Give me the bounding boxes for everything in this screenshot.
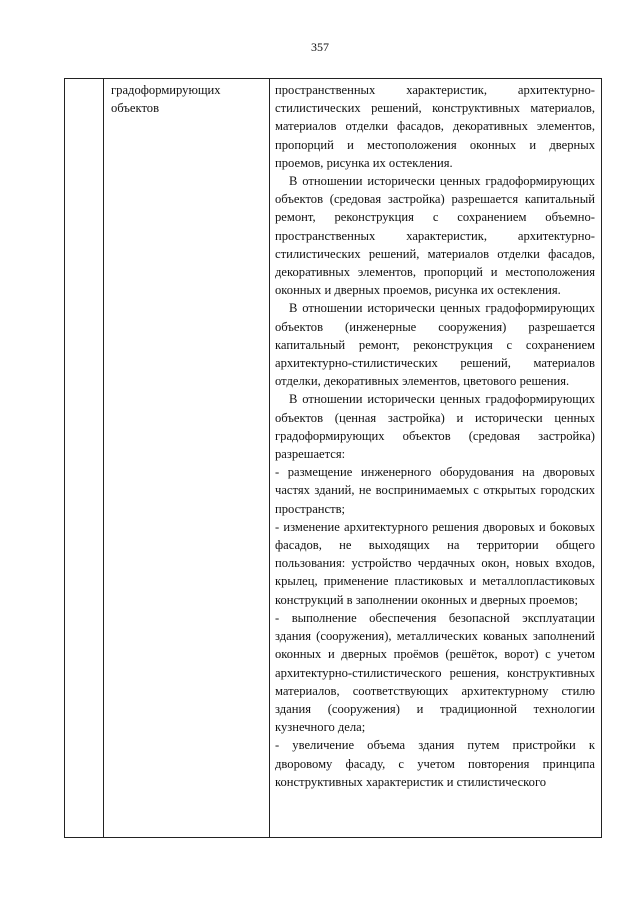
paragraph-permitted-intro: В отношении исторически ценных градоформирующих объектов (ценная застройка) и исторически ценных градоформирующих объектов (средовая застройка) разрешается: (275, 392, 595, 462)
list-item-extension: - увеличение объема здания путем пристройки к дворовому фасаду, с учетом повторения принципа конструктивных характеристик и стилистического (275, 738, 595, 789)
paragraph-continuation: пространственных характеристик, архитектурно-стилистических решений, конструктивных материалов, материалов отделки фасадов, декоративных элементов, пропорций и местоположения оконных и дверных проемов, рисунка их остекления. (275, 83, 595, 170)
table-column-divider (269, 79, 270, 837)
list-item-safety-grilles: - выполнение обеспечения безопасной эксплуатации здания (сооружения), металлических кованых заполнений оконных и дверных проёмов (решёток, ворот) с учетом архитектурно-стилистического решения, конструктивных материалов, соответствующих архитектурному стилю здания (сооружения) и традиционной технологии кузнечного дела; (275, 610, 595, 735)
paragraph-environmental-buildings: В отношении исторически ценных градоформирующих объектов (средовая застройка) разрешается капитальный ремонт, реконструкция с сохранением объемно-пространственных характеристик, архитектурно-стилистических решений, материалов отделки фасадов, декоративных элементов, пропорций и местоположения оконных и дверных проемов, рисунка их остекления. (275, 174, 595, 298)
page-number: 357 (311, 40, 329, 54)
object-type-cell: градоформирующих объектов (111, 83, 221, 116)
regulation-text-cell (275, 81, 595, 791)
regulation-table (64, 78, 602, 838)
paragraph-engineering-structures: В отношении исторически ценных градоформирующих объектов (инженерные сооружения) разрешается капитальный ремонт, реконструкция с сохранением архитектурно-стилистических решений, материалов отделки, декоративных элементов, цветового решения. (275, 301, 595, 389)
list-item-engineering-equipment: - размещение инженерного оборудования на дворовых частях зданий, не воспринимаемых с открытых городских пространств; (275, 465, 595, 516)
table-column-divider (103, 79, 104, 837)
list-item-facade-change: - изменение архитектурного решения дворовых и боковых фасадов, не выходящих на территории общего пользования: устройство чердачных окон, новых входов, крылец, применение пластиковых и металлопластиковых конструкций в заполнении оконных и дверных проемов; (275, 519, 595, 607)
